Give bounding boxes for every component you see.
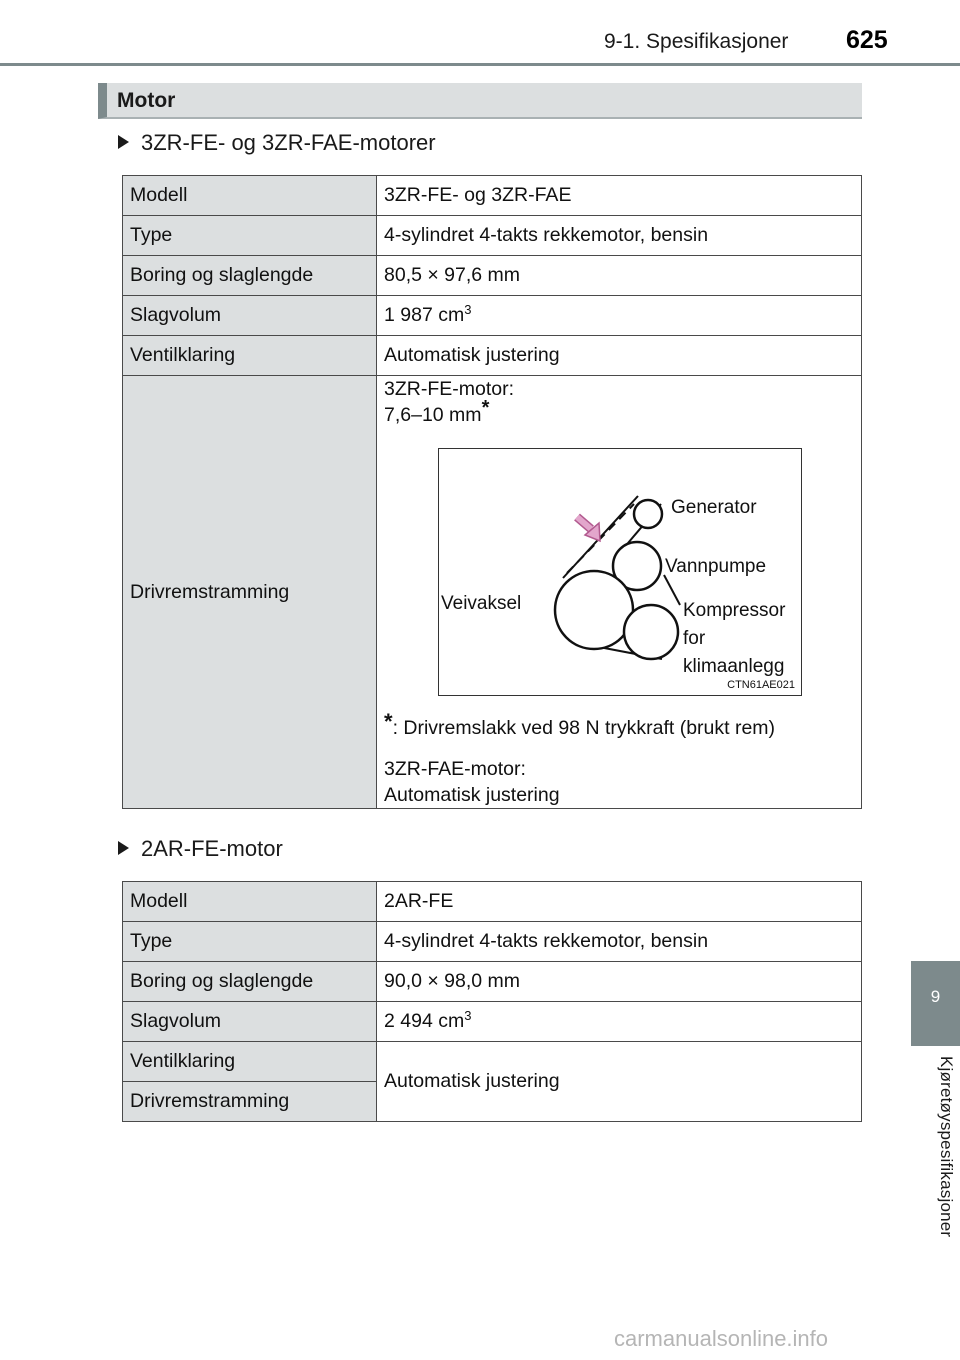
fe-motor-title: 3ZR-FE-motor: xyxy=(384,378,515,400)
label-kompressor-line3: klimaanlegg xyxy=(683,656,785,677)
label-vannpumpe: Vannpumpe xyxy=(665,556,767,577)
chapter-tab xyxy=(911,961,960,1046)
row-value xyxy=(377,296,862,336)
engine1-heading xyxy=(118,130,436,156)
unit-superscript: 3 xyxy=(464,302,472,317)
row-value: 4-sylindret 4-takts rekkemotor, bensin xyxy=(377,922,862,962)
row-label: Ventilklaring xyxy=(123,1042,377,1082)
table-row xyxy=(123,962,862,1002)
row-label: Modell xyxy=(123,176,377,216)
label-kompressor-line1: Kompressor xyxy=(683,600,786,621)
table-row xyxy=(123,376,862,809)
row-value: 3ZR-FE- og 3ZR-FAE xyxy=(377,176,862,216)
running-header-title: 9-1. Spesifikasjoner xyxy=(604,30,789,53)
crankshaft-pulley xyxy=(555,571,633,649)
watermark: carmanualsonline.info xyxy=(614,1326,829,1351)
footnote-text: : Drivremslakk ved 98 N trykkraft (brukt rem) xyxy=(392,717,776,739)
drivebelt-diagram xyxy=(438,448,802,696)
page-number: 625 xyxy=(846,26,888,54)
footnote-star: * xyxy=(384,709,393,734)
row-label: Ventilklaring xyxy=(123,336,377,376)
row-label: Boring og slaglengde xyxy=(123,962,377,1002)
generator-pulley xyxy=(634,500,662,528)
table-row xyxy=(123,256,862,296)
section-header-bar xyxy=(98,83,862,119)
triangle-bullet-icon xyxy=(118,841,129,855)
table-row xyxy=(123,1042,862,1082)
fae-motor-title: 3ZR-FAE-motor: xyxy=(384,758,526,780)
row-value: 4-sylindret 4-takts rekkemotor, bensin xyxy=(377,216,862,256)
deflection-value: 7,6–10 mm xyxy=(384,404,482,426)
row-label: Slagvolum xyxy=(123,1002,377,1042)
row-label: Type xyxy=(123,216,377,256)
engine1-heading-text: 3ZR-FE- og 3ZR-FAE-motorer xyxy=(141,130,436,155)
row-label: Modell xyxy=(123,882,377,922)
section-title: Motor xyxy=(117,89,176,112)
unit-superscript: 3 xyxy=(464,1008,472,1023)
figure-code: CTN61AE021 xyxy=(727,679,795,691)
header-divider xyxy=(0,63,960,66)
fae-motor xyxy=(384,756,854,808)
table-row xyxy=(123,882,862,922)
engine2-heading-text: 2AR-FE-motor xyxy=(141,836,283,861)
row-value xyxy=(377,1002,862,1042)
row-label: Drivremstramming xyxy=(123,376,377,809)
chapter-number: 9 xyxy=(930,987,941,1006)
compressor-pulley xyxy=(624,605,678,659)
table-row xyxy=(123,296,862,336)
fae-motor-value: Automatisk justering xyxy=(384,784,560,806)
row-value-shared: Automatisk justering xyxy=(377,1042,862,1122)
engine1-spec-table xyxy=(122,175,862,809)
table-row xyxy=(123,336,862,376)
engine2-heading xyxy=(118,836,283,862)
label-kompressor-line2: for xyxy=(683,628,706,649)
table-row xyxy=(123,176,862,216)
row-value: 2AR-FE xyxy=(377,882,862,922)
triangle-bullet-icon xyxy=(118,135,129,149)
label-veivaksel: Veivaksel xyxy=(441,593,522,614)
engine2-spec-table xyxy=(122,881,862,1122)
fe-motor-value xyxy=(384,397,854,428)
footnote xyxy=(384,710,854,740)
table-row xyxy=(123,1002,862,1042)
footnote-marker: * xyxy=(481,397,490,419)
row-label: Drivremstramming xyxy=(123,1082,377,1122)
row-value: 90,0 × 98,0 mm xyxy=(377,962,862,1002)
row-value: 80,5 × 97,6 mm xyxy=(377,256,862,296)
push-arrow-icon xyxy=(577,517,600,541)
chapter-label: Kjøretøyspesifikasjoner xyxy=(937,1056,956,1238)
row-value: Automatisk justering xyxy=(377,336,862,376)
drivebelt-cell xyxy=(377,376,862,809)
row-label: Type xyxy=(123,922,377,962)
displacement-value: 1 987 cm xyxy=(384,304,465,326)
label-generator: Generator xyxy=(671,497,757,518)
row-label: Slagvolum xyxy=(123,296,377,336)
displacement-value: 2 494 cm xyxy=(384,1010,465,1032)
table-row xyxy=(123,216,862,256)
table-row xyxy=(123,922,862,962)
row-label: Boring og slaglengde xyxy=(123,256,377,296)
